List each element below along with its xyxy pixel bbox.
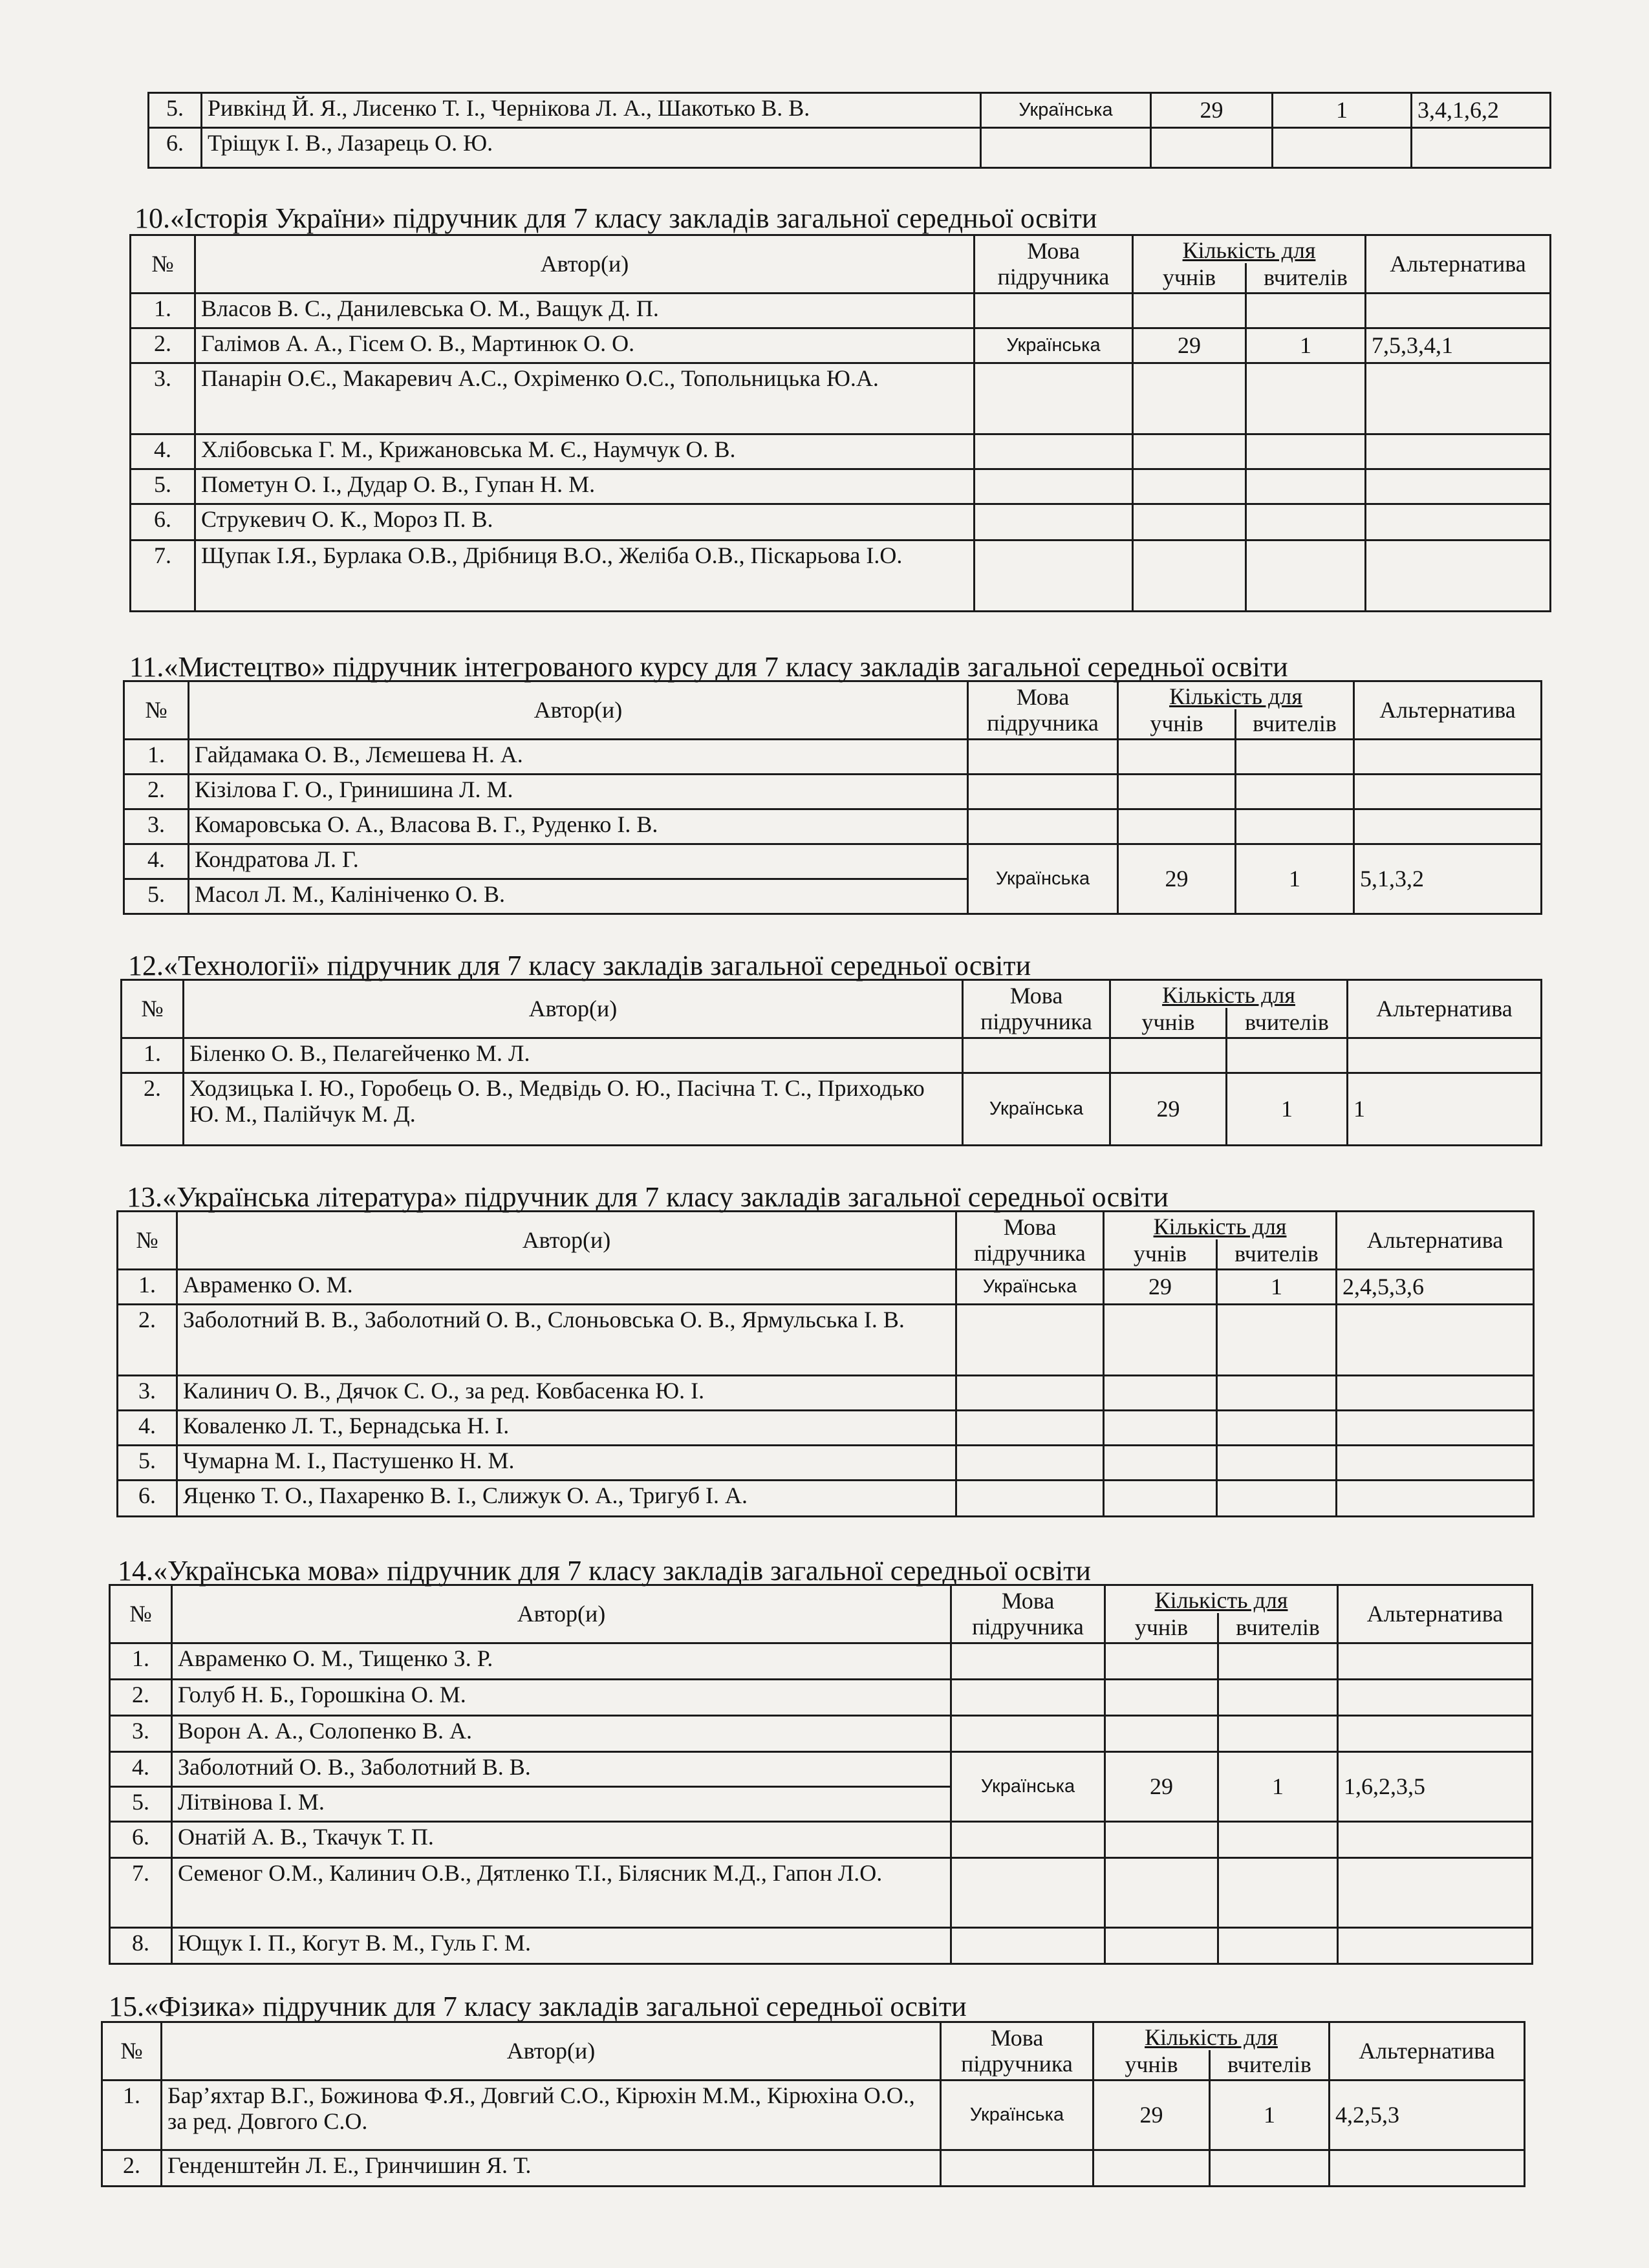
row-author: Бар’яхтар В.Г., Божинова Ф.Я., Довгий С.О., Кірюхін М.М., Кірюхіна О.О., за ред. Довгого С.О. [162,2080,941,2150]
row-number: 3. [131,363,195,434]
table-row [124,739,1542,774]
row-pupils: 29 [1105,1751,1218,1821]
table-row [118,1375,1534,1410]
row-alternative: 1 [1348,1073,1542,1145]
table-row [149,128,1551,168]
row-pupils: 29 [1104,1269,1217,1304]
row-number: 6. [110,1821,172,1857]
row-teachers: 1 [1273,93,1412,128]
row-language: Українська [951,1751,1105,1821]
row-number: 2. [110,1679,172,1715]
row-author: Літвінова І. М. [172,1786,951,1821]
row-author: Яценко Т. О., Пахаренко В. І., Слижук О. А., Тригуб І. А. [177,1480,956,1516]
row-author: Струкевич О. К., Мороз П. В. [195,504,975,540]
section-title: 12.«Технології» підручник для 7 класу закладів загальної середньої освіти [128,950,1031,981]
table-row [124,774,1542,809]
table-header-row [102,2022,1525,2051]
section-title: 11.«Мистецтво» підручник інтегрованого курсу для 7 класу закладів загальної середньої освіти [129,651,1288,683]
header-author: Автор(и) [177,1212,956,1270]
header-number: № [122,980,184,1038]
header-pupils: учнів [1110,1008,1227,1038]
row-number: 1. [122,1038,184,1073]
row-author: Галімов А. А., Гісем О. В., Мартинюк О. О. [195,328,975,363]
row-number: 5. [124,879,189,914]
header-language: Мова підручника [975,235,1133,294]
row-language: Українська [956,1269,1104,1304]
header-language: Мова підручника [941,2022,1094,2081]
header-teachers: вчителів [1246,263,1366,293]
row-number: 2. [118,1304,177,1375]
header-alternative: Альтернатива [1354,681,1542,740]
row-author: Калинич О. В., Дячок С. О., за ред. Ковбасенка Ю. І. [177,1375,956,1410]
row-number: 1. [110,1643,172,1679]
row-number: 2. [124,774,189,809]
table-row [110,1643,1533,1679]
table-section-15 [101,2021,1525,2187]
row-teachers: 1 [1217,1269,1337,1304]
row-author: Семеног О.М., Калинич О.В., Дятленко Т.І., Білясник М.Д., Гапон Л.О. [172,1857,951,1927]
table-row [131,328,1551,363]
row-alternative: 7,5,3,4,1 [1366,328,1551,363]
header-count: Кількість для [1105,1585,1338,1614]
row-number: 8. [110,1927,172,1963]
header-author: Автор(и) [189,681,968,740]
row-author: Хлібовська Г. М., Крижановська М. Є., Наумчук О. В. [195,434,975,469]
row-teachers: 1 [1227,1073,1348,1145]
header-count: Кількість для [1110,980,1348,1009]
table-row [110,1679,1533,1715]
row-language [981,128,1151,168]
header-teachers: вчителів [1217,1239,1337,1269]
row-author: Ворон А. А., Солопенко В. А. [172,1715,951,1751]
row-author: Комаровська О. А., Власова В. Г., Руденко І. В. [189,809,968,844]
header-number: № [110,1585,172,1643]
header-author: Автор(и) [184,980,963,1038]
row-number: 7. [131,540,195,611]
table-row [122,1038,1542,1073]
table-row [124,809,1542,844]
header-language: Мова підручника [968,681,1118,740]
header-pupils: учнів [1105,1613,1218,1643]
header-pupils: учнів [1118,709,1236,739]
row-number: 5. [118,1445,177,1480]
row-author: Ющук І. П., Когут В. М., Гуль Г. М. [172,1927,951,1963]
table-header-row [122,980,1542,1009]
row-pupils: 29 [1110,1073,1227,1145]
header-teachers: вчителів [1210,2050,1330,2080]
table-row [118,1480,1534,1516]
row-author: Гайдамака О. В., Лємешева Н. А. [189,739,968,774]
row-number: 5. [110,1786,172,1821]
row-teachers: 1 [1246,328,1366,363]
table-row [110,1927,1533,1963]
row-number: 6. [131,504,195,540]
row-number: 2. [122,1073,184,1145]
table-row [122,1073,1542,1145]
header-teachers: вчителів [1218,1613,1338,1643]
header-number: № [131,235,195,294]
table-section-13 [116,1210,1535,1517]
row-number: 4. [124,844,189,879]
header-pupils: учнів [1104,1239,1217,1269]
header-pupils: учнів [1094,2050,1210,2080]
row-language: Українська [941,2080,1094,2150]
row-number: 1. [102,2080,162,2150]
header-author: Автор(и) [162,2022,941,2081]
row-author: Заболотний О. В., Заболотний В. В. [172,1751,951,1786]
header-teachers: вчителів [1227,1008,1348,1038]
row-pupils: 29 [1118,844,1236,914]
row-author: Біленко О. В., Пелагейченко М. Л. [184,1038,963,1073]
row-number: 5. [131,469,195,504]
table-row [131,434,1551,469]
table-row [149,93,1551,128]
row-author: Заболотний В. В., Заболотний О. В., Слоньовська О. В., Ярмульська І. В. [177,1304,956,1375]
table-header-row [118,1212,1534,1240]
row-alternative: 2,4,5,3,6 [1337,1269,1534,1304]
header-count: Кількість для [1118,681,1354,710]
table-row [110,1821,1533,1857]
header-number: № [124,681,189,740]
row-number: 7. [110,1857,172,1927]
row-author: Авраменко О. М., Тищенко З. Р. [172,1643,951,1679]
section-title: 15.«Фізика» підручник для 7 класу закладів загальної середньої освіти [109,1991,967,2022]
row-teachers: 1 [1218,1751,1338,1821]
table-row [118,1410,1534,1445]
row-author: Пометун О. І., Дудар О. В., Гупан Н. М. [195,469,975,504]
table-continuation [147,92,1551,169]
header-alternative: Альтернатива [1338,1585,1533,1643]
header-language: Мова підручника [956,1212,1104,1270]
row-author: Кізілова Г. О., Гринишина Л. М. [189,774,968,809]
row-language: Українська [963,1073,1110,1145]
header-author: Автор(и) [195,235,975,294]
table-header-row [110,1585,1533,1614]
table-row [110,1751,1533,1786]
header-number: № [118,1212,177,1270]
row-language: Українська [981,93,1151,128]
table-row [131,363,1551,434]
table-section-11 [123,680,1542,915]
table-header-row [124,681,1542,710]
table-row [131,504,1551,540]
header-alternative: Альтернатива [1337,1212,1534,1270]
row-number: 2. [102,2150,162,2186]
table-row [118,1445,1534,1480]
section-title: 13.«Українська література» підручник для 7 класу закладів загальної середньої освіти [127,1181,1169,1213]
table-row [110,1857,1533,1927]
row-number: 1. [124,739,189,774]
table-row [124,844,1542,879]
header-teachers: вчителів [1236,709,1354,739]
row-number: 1. [118,1269,177,1304]
row-pupils [1151,128,1273,168]
row-author: Голуб Н. Б., Горошкіна О. М. [172,1679,951,1715]
row-author: Ходзицька І. Ю., Горобець О. В., Медвідь О. Ю., Пасічна Т. С., Приходько Ю. М., Палійчук М. Д. [184,1073,963,1145]
row-author: Масол Л. М., Калініченко О. В. [189,879,968,914]
header-count: Кількість для [1104,1212,1337,1240]
row-language: Українська [975,328,1133,363]
table-section-12 [120,979,1542,1146]
header-alternative: Альтернатива [1348,980,1542,1038]
row-author: Генденштейн Л. Е., Гринчишин Я. Т. [162,2150,941,2186]
row-author: Кондратова Л. Г. [189,844,968,879]
row-teachers: 1 [1210,2080,1330,2150]
row-number: 4. [118,1410,177,1445]
row-author: Панарін О.Є., Макаревич А.С., Охріменко О.С., Топольницька Ю.А. [195,363,975,434]
row-pupils: 29 [1133,328,1246,363]
section-title: 10.«Історія України» підручник для 7 класу закладів загальної середньої освіти [135,202,1097,234]
table-row [131,540,1551,611]
header-alternative: Альтернатива [1330,2022,1525,2081]
table-header-row [131,235,1551,264]
header-language: Мова підручника [951,1585,1105,1643]
row-author: Щупак І.Я., Бурлака О.В., Дрібниця В.О., Желіба О.В., Піскарьова І.О. [195,540,975,611]
row-number: 3. [118,1375,177,1410]
row-teachers [1273,128,1412,168]
row-number: 2. [131,328,195,363]
row-number: 1. [131,293,195,328]
header-count: Кількість для [1133,235,1366,264]
row-number: 6. [118,1480,177,1516]
table-row [118,1304,1534,1375]
row-author: Онатій А. В., Ткачук Т. П. [172,1821,951,1857]
row-author: Власов В. С., Данилевська О. М., Ващук Д. П. [195,293,975,328]
row-alternative: 3,4,1,6,2 [1412,93,1551,128]
table-row [110,1715,1533,1751]
row-author: Тріщук І. В., Лазарець О. Ю. [202,128,981,168]
table-row [131,293,1551,328]
row-author: Ривкінд Й. Я., Лисенко Т. І., Чернікова Л. А., Шакотько В. В. [202,93,981,128]
row-number: 3. [124,809,189,844]
table-row [131,469,1551,504]
row-alternative: 4,2,5,3 [1330,2080,1525,2150]
table-section-10 [129,234,1551,612]
row-number: 4. [110,1751,172,1786]
row-number: 5. [149,93,202,128]
header-number: № [102,2022,162,2081]
row-number: 3. [110,1715,172,1751]
header-count: Кількість для [1094,2022,1330,2051]
header-pupils: учнів [1133,263,1246,293]
row-pupils: 29 [1151,93,1273,128]
header-alternative: Альтернатива [1366,235,1551,294]
table-row [102,2150,1525,2186]
row-author: Авраменко О. М. [177,1269,956,1304]
table-section-14 [109,1584,1533,1965]
table-row [102,2080,1525,2150]
row-alternative: 1,6,2,3,5 [1338,1751,1533,1821]
header-language: Мова підручника [963,980,1110,1038]
table-row [118,1269,1534,1304]
row-alternative: 5,1,3,2 [1354,844,1542,914]
header-author: Автор(и) [172,1585,951,1643]
section-title: 14.«Українська мова» підручник для 7 класу закладів загальної середньої освіти [118,1555,1091,1587]
row-number: 6. [149,128,202,168]
row-alternative [1412,128,1551,168]
row-language: Українська [968,844,1118,914]
row-author: Коваленко Л. Т., Бернадська Н. І. [177,1410,956,1445]
row-author: Чумарна М. І., Пастушенко Н. М. [177,1445,956,1480]
row-teachers: 1 [1236,844,1354,914]
row-pupils: 29 [1094,2080,1210,2150]
row-number: 4. [131,434,195,469]
